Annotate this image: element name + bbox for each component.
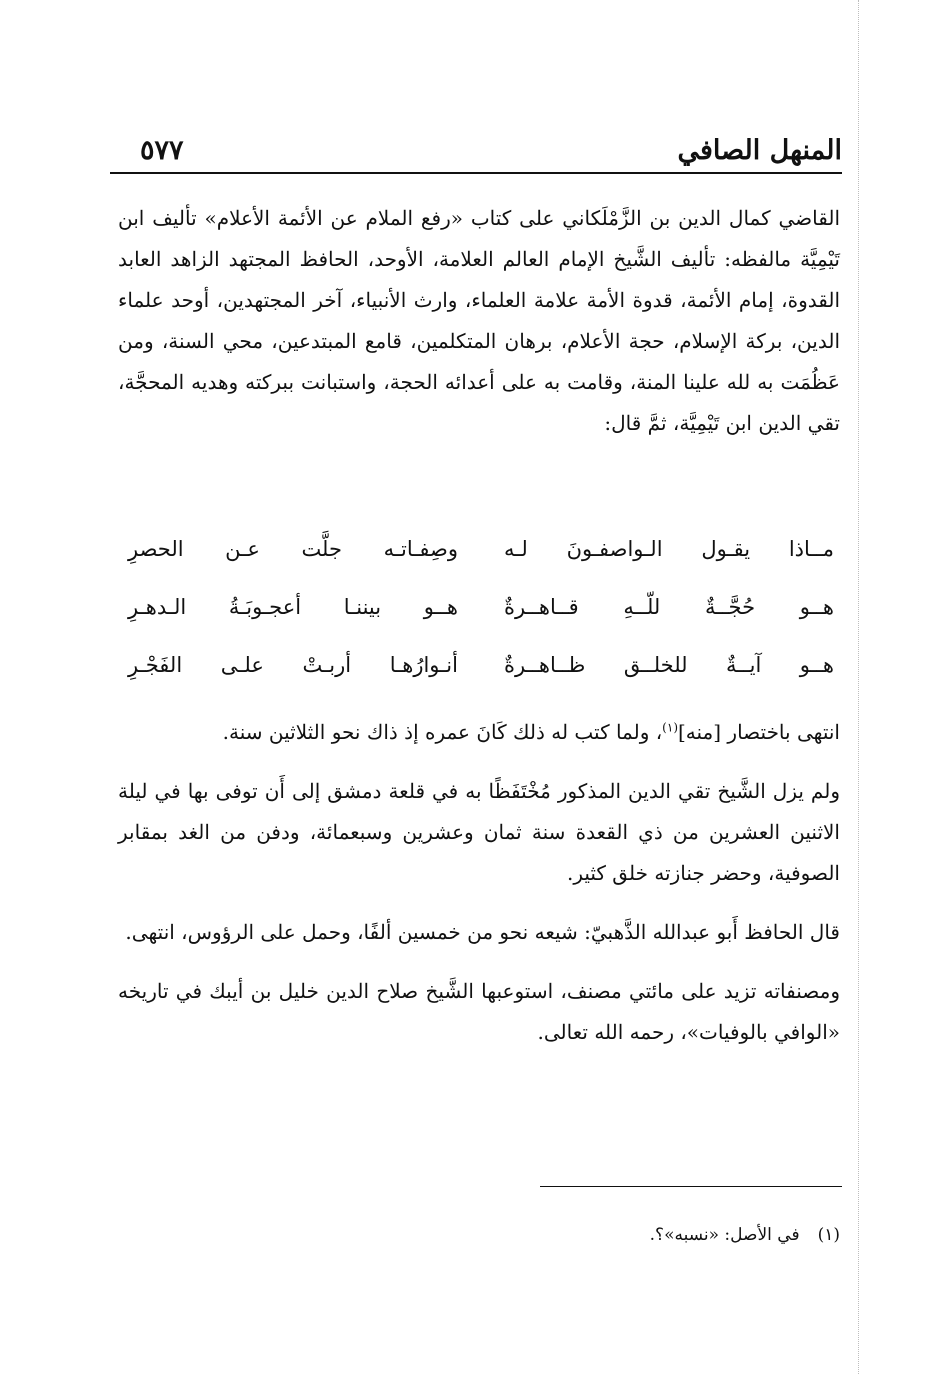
paragraph-after-poem <box>118 712 840 753</box>
footnote-text: في الأصل: «نسبه»؟. <box>649 1225 800 1245</box>
poem-verse-2 <box>128 578 834 636</box>
header-rule <box>110 172 842 174</box>
verse-first-hemistich: هــو آيــةٌ للخلــق ظــاهــرةٌ <box>504 653 834 677</box>
verse-second-hemistich: أنـوارُهـا أربـتْ علـى الفَجْـرِ <box>128 653 458 677</box>
paragraph-works: ومصنفاته تزيد على مائتي مصنف، استوعبها الشَّيخ صلاح الدين خليل بن أيبك في تاريخه «الوافي بالوفيات»، رحمه الله تعالى. <box>118 979 840 1044</box>
poem <box>128 520 834 694</box>
poem-verse-3 <box>128 636 834 694</box>
footnote-number: (١) <box>817 1225 840 1245</box>
verse-first-hemistich: هــو حُجَّــةٌ للّــهِ قــاهــرةٌ <box>504 595 834 619</box>
paragraph-dhahabi: قال الحافظ أَبو عبدالله الذَّهبيّ: شيعه نحو من خمسين ألفًا، وحمل على الرؤوس، انتهى. <box>125 920 840 944</box>
verse-second-hemistich: هــو بيننـا أعجـوبَـةُ الـدهـرِ <box>128 595 458 619</box>
running-title: المنهل الصافي <box>677 135 842 166</box>
poem-verse-1 <box>128 520 834 578</box>
footnote <box>650 1220 840 1250</box>
page-number: ٥٧٧ <box>140 135 184 166</box>
paragraph-death: ولم يزل الشَّيخ تقي الدين المذكور مُخْتَفَظًا به في قلعة دمشق إلى أَن توفى بها في ليلة الاثنين العشرين من ذي القعدة سنة ثمان وعشرين وسبعمائة، ودفن من الغد بمقابر الصوفية، وحضر جنازته خلق كثير. <box>118 779 840 885</box>
footnote-rule <box>540 1186 842 1187</box>
page-header <box>110 132 842 174</box>
paragraph-1: القاضي كمال الدين بن الزَّمْلَكاني على كتاب «رفع الملام عن الأئمة الأعلام» تأليف ابن تَيْمِيَّة مالفظه: تأليف الشَّيخ الإمام العالم العلامة، الأوحد، الحافظ المجتهد الزاهد العابد القدوة، إمام الأئمة، قدوة الأمة علامة العلماء، وارث الأنبياء، آخر المجتهدين، أوحد علماء الدين، بركة الإسلام، حجة الأعلام، برهان المتكلمين، قامع المبتدعين، محي السنة، ومن عَظُمَت به لله علينا المنة، وقامت به على أعدائه الحجة، واستبانت ببركته وهديه المحجَّة، تقي الدين ابن تَيْمِيَّة، ثمَّ قال: <box>118 206 840 435</box>
footnote-marker: (١) <box>662 720 678 735</box>
after-poem-text-start: انتهى باختصار [منه] <box>678 720 840 744</box>
margin-dotted-line <box>858 0 859 1374</box>
lower-text <box>118 712 840 1053</box>
after-poem-text-end: ، ولما كتب له ذلك كَانَ عمره إذ ذاك نحو الثلاثين سنة. <box>222 720 663 744</box>
verse-first-hemistich: مــاذا يقـول الـواصفـونَ لـه <box>504 537 834 561</box>
body-text <box>118 198 840 444</box>
verse-second-hemistich: وصِفـاتـه جلَّت عـن الحصرِ <box>128 537 458 561</box>
